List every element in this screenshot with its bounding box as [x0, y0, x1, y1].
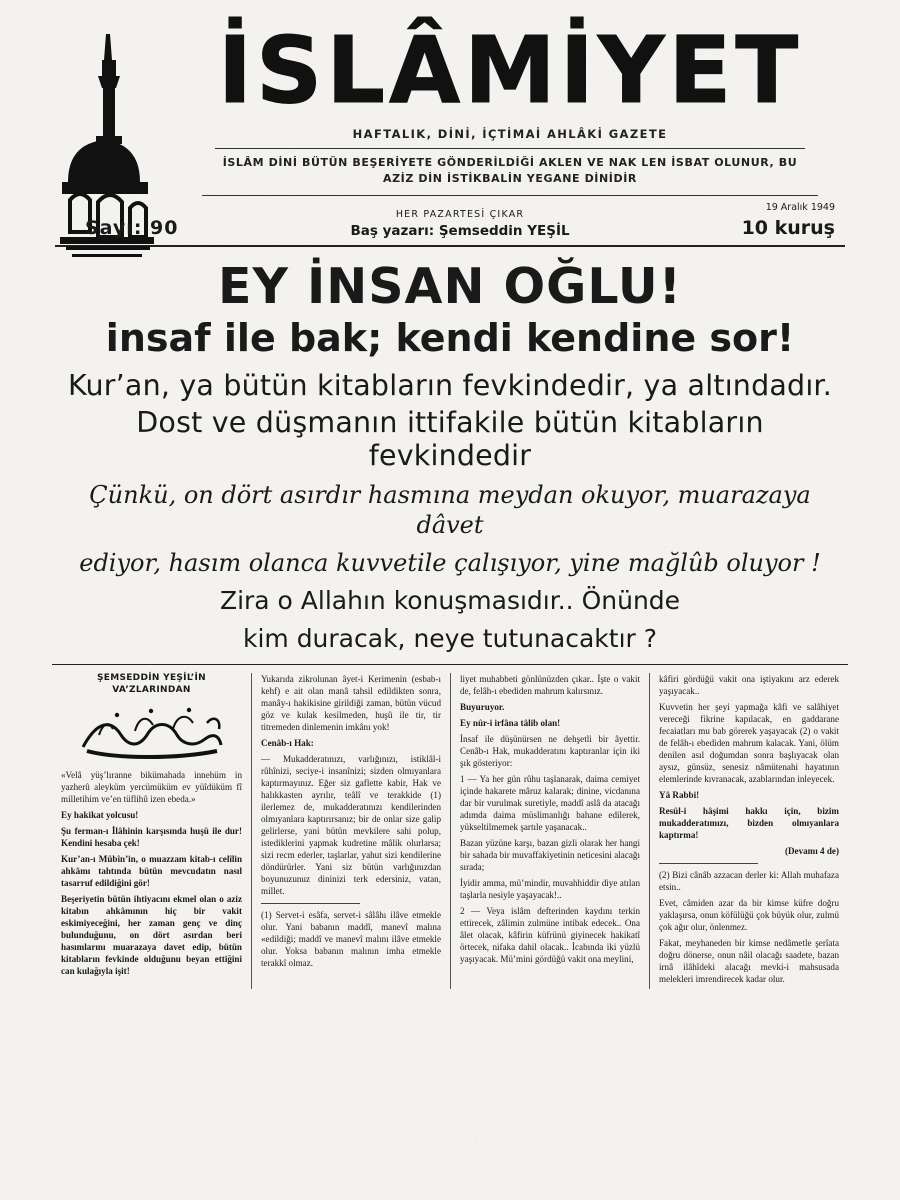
headline-sub-3: Dost ve düşmanın ittifakile bütün kitabların fevkindedir — [136, 405, 764, 472]
paragraph: Yâ Rabbi! — [659, 790, 700, 801]
headline-last-2: kim duracak, neye tutunacaktır ? — [242, 624, 658, 654]
paragraph: Yukarıda zikrolunan âyet-i Kerimenin (esbab-ı kehf) e ait olan manâ tahsil edildikten sonra, manây-ı hakikisine girildiği zaman, bütün vücud göz ve kulak kesilmeden, huşû ile tir, tir titremeden dinlemenin imkânı yok! — [261, 674, 441, 733]
headline-sub-2: Kur’an, ya bütün kitabların fevkindedir, ya altındadır. — [68, 369, 832, 403]
footnote-divider — [261, 903, 360, 904]
periodicity-label: HER PAZARTESİ ÇIKAR — [395, 208, 525, 220]
paragraph: Cenâb-ı Hak: — [261, 738, 314, 749]
divider-body — [52, 664, 848, 665]
issue-number: Sayı: 90 — [85, 216, 179, 239]
info-right — [742, 202, 845, 239]
headline-block — [52, 247, 848, 655]
paragraph: Bazan yüzüne karşı, bazan gizli olarak her hangi bir sahada bir muvaffakiyetinin neticesini alacağı sırada; — [460, 838, 640, 873]
paragraph: Beşeriyetin bütün ihtiyacını ekmel olan o aziz kitabın ahkâmının hiç bir vakit eskimiyeceğini, her zaman genç ve dinç bulunduğunu, on dört asırdan beri hasımlarını muarazaya davet edip, bütün kitabların fevkinde olduğunu beyan ettiğini can kulağıyla işit! — [61, 893, 242, 976]
issue-price: 10 kuruş — [741, 216, 835, 239]
paragraph: Ey hakikat yolcusu! — [61, 809, 139, 820]
column-3 — [450, 673, 649, 989]
divider-1 — [215, 148, 805, 149]
column-2 — [251, 673, 450, 989]
info-bar — [55, 196, 845, 243]
paragraph: Evet, câmiden azar da bir kimse küfre doğru yaklaşırsa, onun köfülüğü çok büyük olur, zulmü çok ağır olur, önlenmez. — [659, 898, 839, 933]
paragraph: İnsaf ile düşünürsen ne dehşetli bir âyettir. Cenâb-ı Hak, mukadderatını kaptıranlar için iki şık gösteriyor: — [460, 734, 640, 769]
column-heading-line-2: VA’ZLARINDAN — [112, 685, 191, 696]
paragraph: Şu ferman-ı İlâhinin karşısında huşû ile dur! Kendini hesaba çek! — [61, 825, 242, 848]
paragraph: kâfiri gördüğü vakit ona iştiyakını arz ederek yaşıyacak.. — [659, 674, 839, 697]
masthead — [0, 0, 900, 196]
continuation-note: (Devamı 4 de) — [784, 846, 839, 857]
paragraph: İyidir amma, mü’mindir, muvahhiddir diye atılan taşlarla nesiyle yaşayacak!.. — [460, 878, 640, 901]
issue-date: 19 Aralık 1949 — [765, 201, 835, 213]
column-heading — [61, 673, 242, 696]
column-1 — [52, 673, 251, 989]
column-4 — [649, 673, 848, 989]
title-block — [175, 17, 845, 196]
paragraph: Kuvvetin her şeyi yapmağa kâfi ve salâhiyet vereceği fikrine kapılacak, en gaddarane fecaiatları mu bab görerek yaşayacak (2) o vakit de felâh-ı ebediden mahrum kalacak. Yani, ölüm denilen asıl doğumdan sonra başlıyacak olan aysız, günsüz, senesiz nâmütenahi hayatının elemlerinde kıvranacak, azablarından inleyecek. — [659, 702, 839, 785]
footnote: (2) Bizi cânâb azzacan derler ki: Allah muhafaza etsin.. — [659, 870, 839, 893]
editor-name: Baş yazarı: Şemseddin YEŞİL — [350, 222, 570, 239]
paragraph: Fakat, meyhaneden bir kimse nedâmetle şerîata doğru dönerse, onun nâil olacağı saadete, bazan irnâ ilâhîdeki alacağı mevki-i mahsusada melekleri imrendirecek kadar olur. — [659, 938, 839, 985]
paragraph: Buyuruyor. — [460, 702, 505, 713]
info-center — [178, 209, 741, 239]
headline-italic-2: ediyor, hasım olanca kuvvetile çalışıyor, yine mağlûb oluyor ! — [79, 549, 821, 578]
paragraph: «Velâ yüş’lıranne bikümahada innehüm in yazherû aleyküm yercümüküm ev yüîdüküm fî milletihim ve’en tüflihû izen ebeda.» — [61, 769, 242, 804]
footnote-divider — [659, 863, 758, 864]
bismillah-calligraphy-icon — [61, 701, 242, 763]
headline-last-1: Zira o Allahın konuşmasıdır.. Önünde — [219, 586, 681, 616]
paragraph: Kur’an-ı Mübîn’in, o muazzam kitab-ı celîlin ahkâmı tahtında bütün mevcudatın nasıl tasarruf edildiğini gör! — [61, 853, 242, 888]
article-columns — [52, 673, 848, 989]
headline-main: EY İNSAN OĞLU! — [217, 257, 683, 315]
paragraph: 2 — Veya islâm defterinden kaydını terkin ettirecek, zâlimin zulmüne intibak edecek.. Ona âlet olacak, kâfirin küfrünü giyinecek hakikatî örtecek, nifaka dahil olacak.. İcabında iki yüzlü yaşıyacak. Mü’mini gördüğü vakit ona meylini, — [460, 906, 640, 965]
paragraph: Resûl-i hâşimi hakkı için, bizim mukadderatımızı, bizden olmıyanlara kaptırma! — [659, 806, 839, 841]
headline-sub-1: insaf ile bak; kendi kendine sor! — [105, 316, 795, 361]
masthead-subtitle-1: HAFTALIK, DİNİ, İÇTİMAİ AHLÂKİ GAZETE — [352, 127, 668, 141]
masthead-subtitle-2-line1: İSLÂM DİNİ BÜTÜN BEŞERİYETE GÖNDERİLDİĞİ AKLEN VE NAK LEN İSBAT OLUNUR, BU — [222, 156, 798, 169]
paragraph: 1 — Ya her gün rûhu taşlanarak, daima cemiyet içinde hakarete mâruz kalarak; dinine, vicdanına dar bir vurulmak suretiyle, maddî aslâ da atacağı adımda daima müslimanlığı bahane edilerek, yükseltilmemek şartıle yaşanacak.. — [460, 774, 640, 833]
paragraph: — Mukadderatınızı, varlığınızı, istiklâl-i rûhînizi, seciye-i insanînizi; sizden olmıyanlara kaptırmayınız. Eğer siz gaflette kabir, Hak ve halıkkasten ayrılır, teâlî ve terakkide (1) ilerlemez de, mukadderatınızı kendilerinden olmıyanlara kaptırırsanız; bir de onlar size galip gelirlerse, yani bütün mevkilere sahi polup, istediklerini yapmak kudretine mâlik olurlarsa; sizi recm ederler, taşlarlar, yahut sizi kendilerine döndürürler. Yani siz bütün varlığınızdan boyunuzunuz dininizi terk edersiniz, vatan, millet. — [261, 754, 441, 897]
masthead-subtitle-2-line2: AZİZ DİN İSTİKBALİN YEGANE DİNİDİR — [382, 171, 637, 185]
footnote: (1) Servet-i esâfa, servet-i sâlâhı ilâve etmekle olur. Yani babanın maddî, manevî malına «edildiği; maddî ve manevî malını ilâve etmekle olur. Yoksa babanın malının imha etmekle terakkî olmaz. — [261, 910, 441, 969]
headline-italic-1: Çünkü, on dört asırdır hasmına meydan okuyor, muarazaya dâvet — [89, 481, 811, 540]
paragraph: Ey nûr-i irfâna tâlib olan! — [460, 718, 561, 729]
page-title: İSLÂMİYET — [217, 17, 803, 124]
column-heading-line-1: ŞEMSEDDİN YEŞİL’İN — [96, 673, 207, 684]
paragraph: liyet muhabbeti gönlünüzden çıkar.. İşte o vakit de, felâh-ı ebediden mahrum kalırsınız. — [460, 674, 640, 697]
